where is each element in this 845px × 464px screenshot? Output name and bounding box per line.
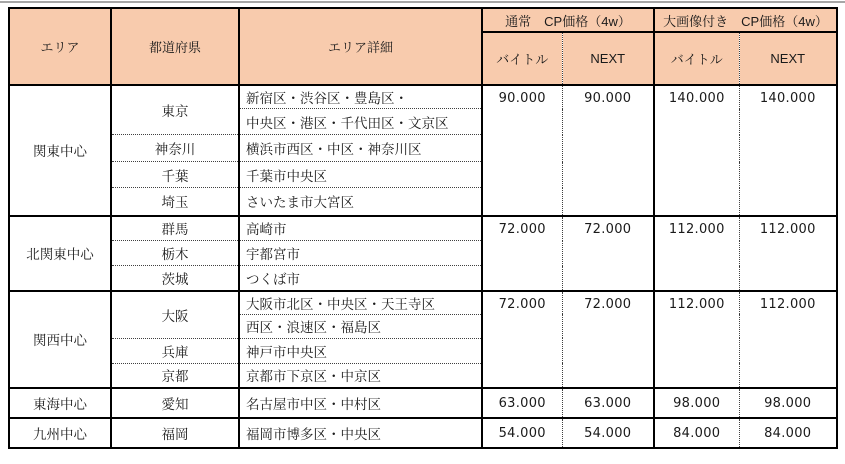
table-row	[9, 418, 837, 448]
detail-cell: 宇都宮市	[239, 241, 482, 266]
price-large-baitoru-cell: 84.000	[654, 418, 739, 448]
prefecture-cell: 大阪	[111, 291, 239, 339]
prefecture-cell: 埼玉	[111, 188, 239, 216]
price-large-baitoru-cell: 98.000	[654, 388, 739, 418]
price-normal-next-cell: 63.000	[562, 388, 654, 418]
prefecture-cell: 兵庫	[111, 338, 239, 363]
window-top-divider	[0, 1, 845, 3]
price-large-next-cell: 112.000	[739, 216, 837, 291]
price-large-baitoru-cell: 112.000	[654, 216, 739, 291]
prefecture-cell: 茨城	[111, 266, 239, 291]
prefecture-cell: 愛知	[111, 388, 239, 418]
header-normal-baitoru: バイトル	[482, 32, 562, 85]
price-large-baitoru-cell: 140.000	[654, 85, 739, 216]
header-large-next: NEXT	[739, 32, 837, 85]
area-cell: 九州中心	[9, 418, 111, 448]
detail-cell: 西区・浪速区・福島区	[239, 314, 482, 338]
prefecture-cell: 神奈川	[111, 135, 239, 162]
prefecture-cell: 福岡	[111, 418, 239, 448]
detail-cell: 千葉市中央区	[239, 162, 482, 188]
detail-cell: 神戸市中央区	[239, 338, 482, 363]
price-normal-baitoru-cell: 54.000	[482, 418, 562, 448]
pricing-table	[8, 7, 838, 449]
prefecture-cell: 千葉	[111, 162, 239, 188]
detail-cell: 新宿区・渋谷区・豊島区・	[239, 85, 482, 109]
table-row	[9, 85, 837, 109]
detail-cell: 高崎市	[239, 216, 482, 241]
price-normal-baitoru-cell: 90.000	[482, 85, 562, 216]
header-prefecture: 都道府県	[111, 8, 239, 85]
table-row	[9, 291, 837, 315]
prefecture-cell: 京都	[111, 363, 239, 388]
price-normal-next-cell: 72.000	[562, 291, 654, 389]
detail-cell: 京都市下京区・中京区	[239, 363, 482, 388]
price-large-next-cell: 140.000	[739, 85, 837, 216]
price-normal-next-cell: 72.000	[562, 216, 654, 291]
price-normal-next-cell: 90.000	[562, 85, 654, 216]
price-large-baitoru-cell: 112.000	[654, 291, 739, 389]
price-normal-baitoru-cell: 72.000	[482, 216, 562, 291]
prefecture-cell: 群馬	[111, 216, 239, 241]
detail-cell: 大阪市北区・中央区・天王寺区	[239, 291, 482, 315]
detail-cell: 中央区・港区・千代田区・文京区	[239, 109, 482, 135]
pricing-table-container	[8, 7, 838, 449]
prefecture-cell: 東京	[111, 85, 239, 135]
detail-cell: つくば市	[239, 266, 482, 291]
area-cell: 関西中心	[9, 291, 111, 389]
table-row	[9, 216, 837, 241]
price-large-next-cell: 112.000	[739, 291, 837, 389]
price-large-next-cell: 98.000	[739, 388, 837, 418]
price-normal-baitoru-cell: 72.000	[482, 291, 562, 389]
header-area-detail: エリア詳細	[239, 8, 482, 85]
price-normal-baitoru-cell: 63.000	[482, 388, 562, 418]
price-large-next-cell: 84.000	[739, 418, 837, 448]
header-area: エリア	[9, 8, 111, 85]
area-cell: 東海中心	[9, 388, 111, 418]
header-row-groups	[9, 8, 837, 32]
header-large-baitoru: バイトル	[654, 32, 739, 85]
table-row	[9, 388, 837, 418]
detail-cell: 福岡市博多区・中央区	[239, 418, 482, 448]
header-normal-cp-price: 通常 CP価格（4w）	[482, 8, 654, 32]
area-cell: 北関東中心	[9, 216, 111, 291]
area-cell: 関東中心	[9, 85, 111, 216]
detail-cell: 名古屋市中区・中村区	[239, 388, 482, 418]
price-normal-next-cell: 54.000	[562, 418, 654, 448]
header-large-image-cp-price: 大画像付き CP価格（4w）	[654, 8, 837, 32]
detail-cell: さいたま市大宮区	[239, 188, 482, 216]
detail-cell: 横浜市西区・中区・神奈川区	[239, 135, 482, 162]
header-normal-next: NEXT	[562, 32, 654, 85]
prefecture-cell: 栃木	[111, 241, 239, 266]
